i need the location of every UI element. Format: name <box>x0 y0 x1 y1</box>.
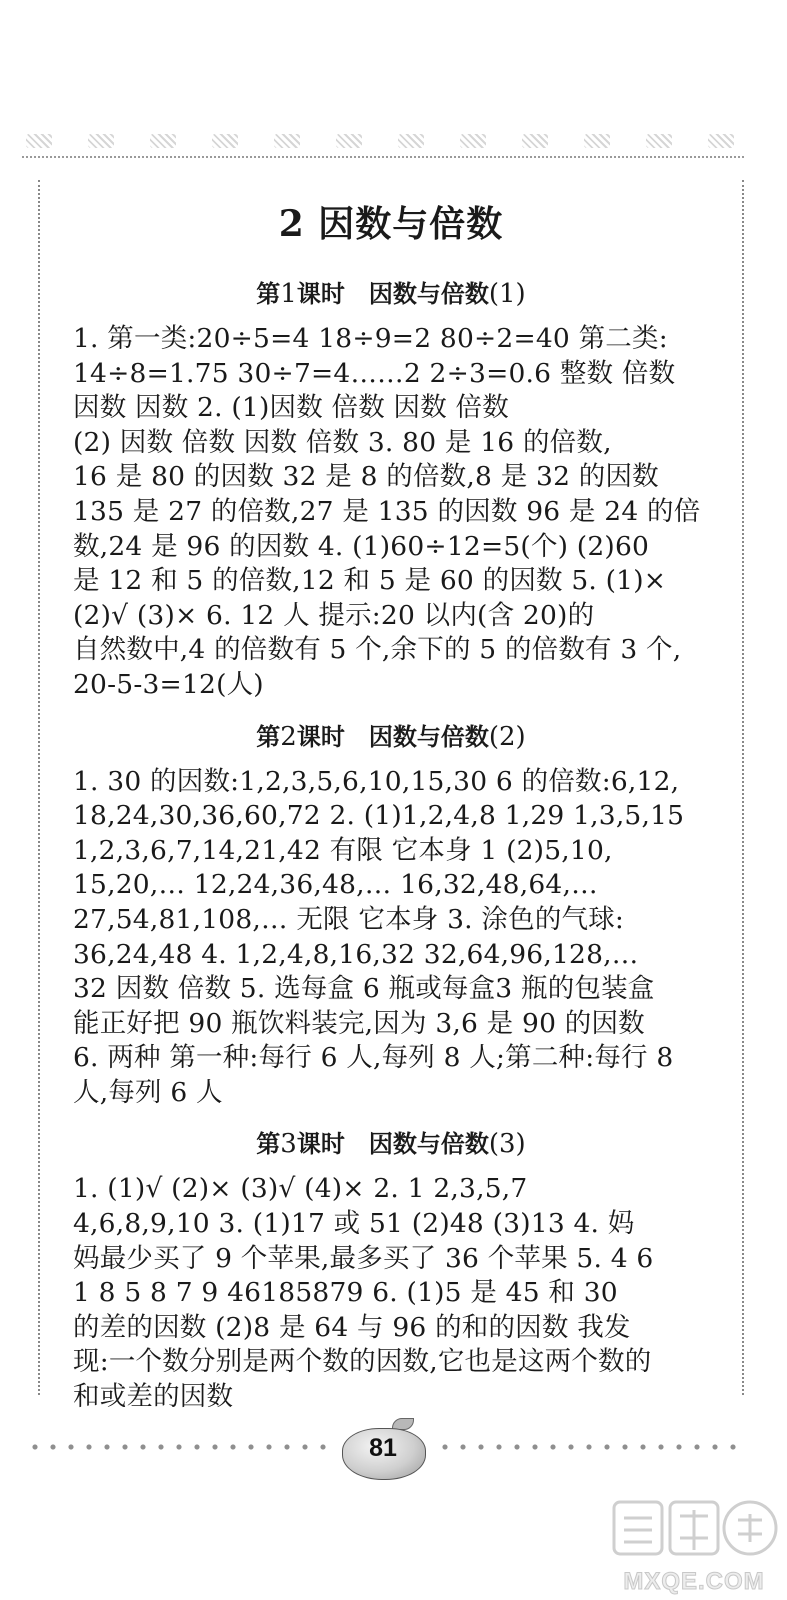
crosshatch-ornament <box>646 134 672 148</box>
answer-line: (2)√ (3)× 6. 12 人 提示:20 以内(含 20)的 <box>73 599 595 631</box>
answer-line: 1. 第一类:20÷5=4 18÷9=2 80÷2=40 第二类: <box>73 323 668 354</box>
answer-block <box>73 322 709 703</box>
crosshatch-ornament <box>274 134 300 148</box>
lesson-title-name: 因数与倍数 <box>368 1129 489 1159</box>
lesson-section <box>73 717 709 1111</box>
answer-line: 32 因数 倍数 5. 选每盒 6 瓶或每盒3 瓶的包装盒 <box>73 973 655 1005</box>
answer-line: 20-5-3=12(人) <box>73 668 264 700</box>
answer-line: 15,20,… 12,24,36,48,… 16,32,48,64,… <box>73 869 598 901</box>
answer-line: 因数 因数 2. (1)因数 倍数 因数 倍数 <box>73 392 509 424</box>
lesson-title-part: (2) <box>488 721 526 752</box>
answer-line: 妈最少买了 9 个苹果,最多买了 36 个苹果 5. 4 6 <box>73 1242 654 1274</box>
crosshatch-ornament <box>88 134 114 148</box>
crosshatch-ornament <box>584 134 610 148</box>
answer-line: 135 是 27 的倍数,27 是 135 的因数 96 是 24 的倍 <box>73 495 701 527</box>
crosshatch-ornament <box>708 134 734 148</box>
crosshatch-ornament <box>26 134 52 148</box>
answer-line: 6. 两种 第一种:每行 6 人,每列 8 人;第二种:每行 8 <box>73 1042 674 1074</box>
answer-line: 18,24,30,36,60,72 2. (1)1,2,4,8 1,29 1,3,5,15 <box>73 800 685 832</box>
answer-line: 是 12 和 5 的倍数,12 和 5 是 60 的因数 5. (1)× <box>73 565 667 597</box>
lesson-title-prefix: 第 <box>256 279 281 308</box>
answer-line: 14÷8=1.75 30÷7=4……2 2÷3=0.6 整数 倍数 <box>73 357 676 389</box>
answer-line: 和或差的因数 <box>73 1381 234 1413</box>
answer-line: 现:一个数分别是两个数的因数,它也是这两个数的 <box>73 1346 652 1378</box>
answer-line: 能正好把 90 瓶饮料装完,因为 3,6 是 90 的因数 <box>73 1007 645 1039</box>
answer-line: 27,54,81,108,… 无限 它本身 3. 涂色的气球: <box>73 903 625 935</box>
lesson-title-part: (1) <box>488 279 526 309</box>
lesson-title-prefix: 第 <box>256 1129 281 1159</box>
crosshatch-ornament <box>212 134 238 148</box>
answer-line: 1. (1)√ (2)× (3)√ (4)× 2. 1 2,3,5,7 <box>73 1173 528 1205</box>
crosshatch-ornament <box>336 134 362 148</box>
answer-block <box>73 1172 709 1414</box>
lesson-number: 2 <box>280 721 297 752</box>
lesson-number: 1 <box>280 279 297 309</box>
page-number: 81 <box>369 1434 397 1462</box>
answer-line: 4,6,8,9,10 3. (1)17 或 51 (2)48 (3)13 4. 妈 <box>73 1208 635 1240</box>
lesson-title-name: 因数与倍数 <box>368 721 489 751</box>
answer-line: 的差的因数 (2)8 是 64 与 96 的和的因数 我发 <box>73 1311 631 1343</box>
lesson-title-period: 课时 <box>296 1129 345 1159</box>
answer-line: 1. 30 的因数:1,2,3,5,6,10,15,30 6 的倍数:6,12, <box>73 765 680 797</box>
dotted-divider <box>22 156 744 158</box>
answer-line: 16 是 80 的因数 32 是 8 的倍数,8 是 32 的因数 <box>73 461 659 493</box>
chapter-title: 2 因数与倍数 <box>278 203 504 245</box>
dotted-ornament-right <box>436 1440 742 1454</box>
lesson-section <box>73 274 709 703</box>
crosshatch-ornament <box>150 134 176 148</box>
page-content <box>73 196 709 1429</box>
top-decorative-band <box>22 126 744 160</box>
crosshatch-ornament <box>398 134 424 148</box>
watermark <box>606 1484 782 1600</box>
page-footer <box>22 1412 744 1482</box>
lesson-title-name: 因数与倍数 <box>368 279 489 308</box>
answer-line: 1 8 5 8 7 9 46185879 6. (1)5 是 45 和 30 <box>73 1277 618 1309</box>
answer-line: 人,每列 6 人 <box>73 1076 223 1108</box>
crosshatch-ornament <box>460 134 486 148</box>
answer-line: 数,24 是 96 的因数 4. (1)60÷12=5(个) (2)60 <box>73 530 650 562</box>
answer-line: (2) 因数 倍数 因数 倍数 3. 80 是 16 的倍数, <box>73 426 612 458</box>
lesson-title-prefix: 第 <box>256 721 281 751</box>
lesson-number: 3 <box>280 1129 297 1160</box>
watermark-url: MXQE.COM <box>623 1568 765 1595</box>
lesson-title-part: (3) <box>488 1129 526 1160</box>
lesson-title <box>73 717 709 757</box>
apple-icon <box>342 1420 424 1478</box>
answer-line: 36,24,48 4. 1,2,4,8,16,32 32,64,96,128,… <box>73 938 639 970</box>
crosshatch-ornament <box>522 134 548 148</box>
dotted-ornament-left <box>26 1440 332 1454</box>
lesson-section <box>73 1124 709 1414</box>
lesson-title-period: 课时 <box>296 279 345 308</box>
answer-block <box>73 765 709 1111</box>
lesson-title-period: 课时 <box>296 721 345 751</box>
answer-line: 1,2,3,6,7,14,21,42 有限 它本身 1 (2)5,10, <box>73 834 613 866</box>
lesson-title <box>73 274 709 314</box>
watermark-logo <box>606 1494 782 1566</box>
lesson-title <box>73 1124 709 1164</box>
answer-line: 自然数中,4 的倍数有 5 个,余下的 5 的倍数有 3 个, <box>73 634 682 666</box>
